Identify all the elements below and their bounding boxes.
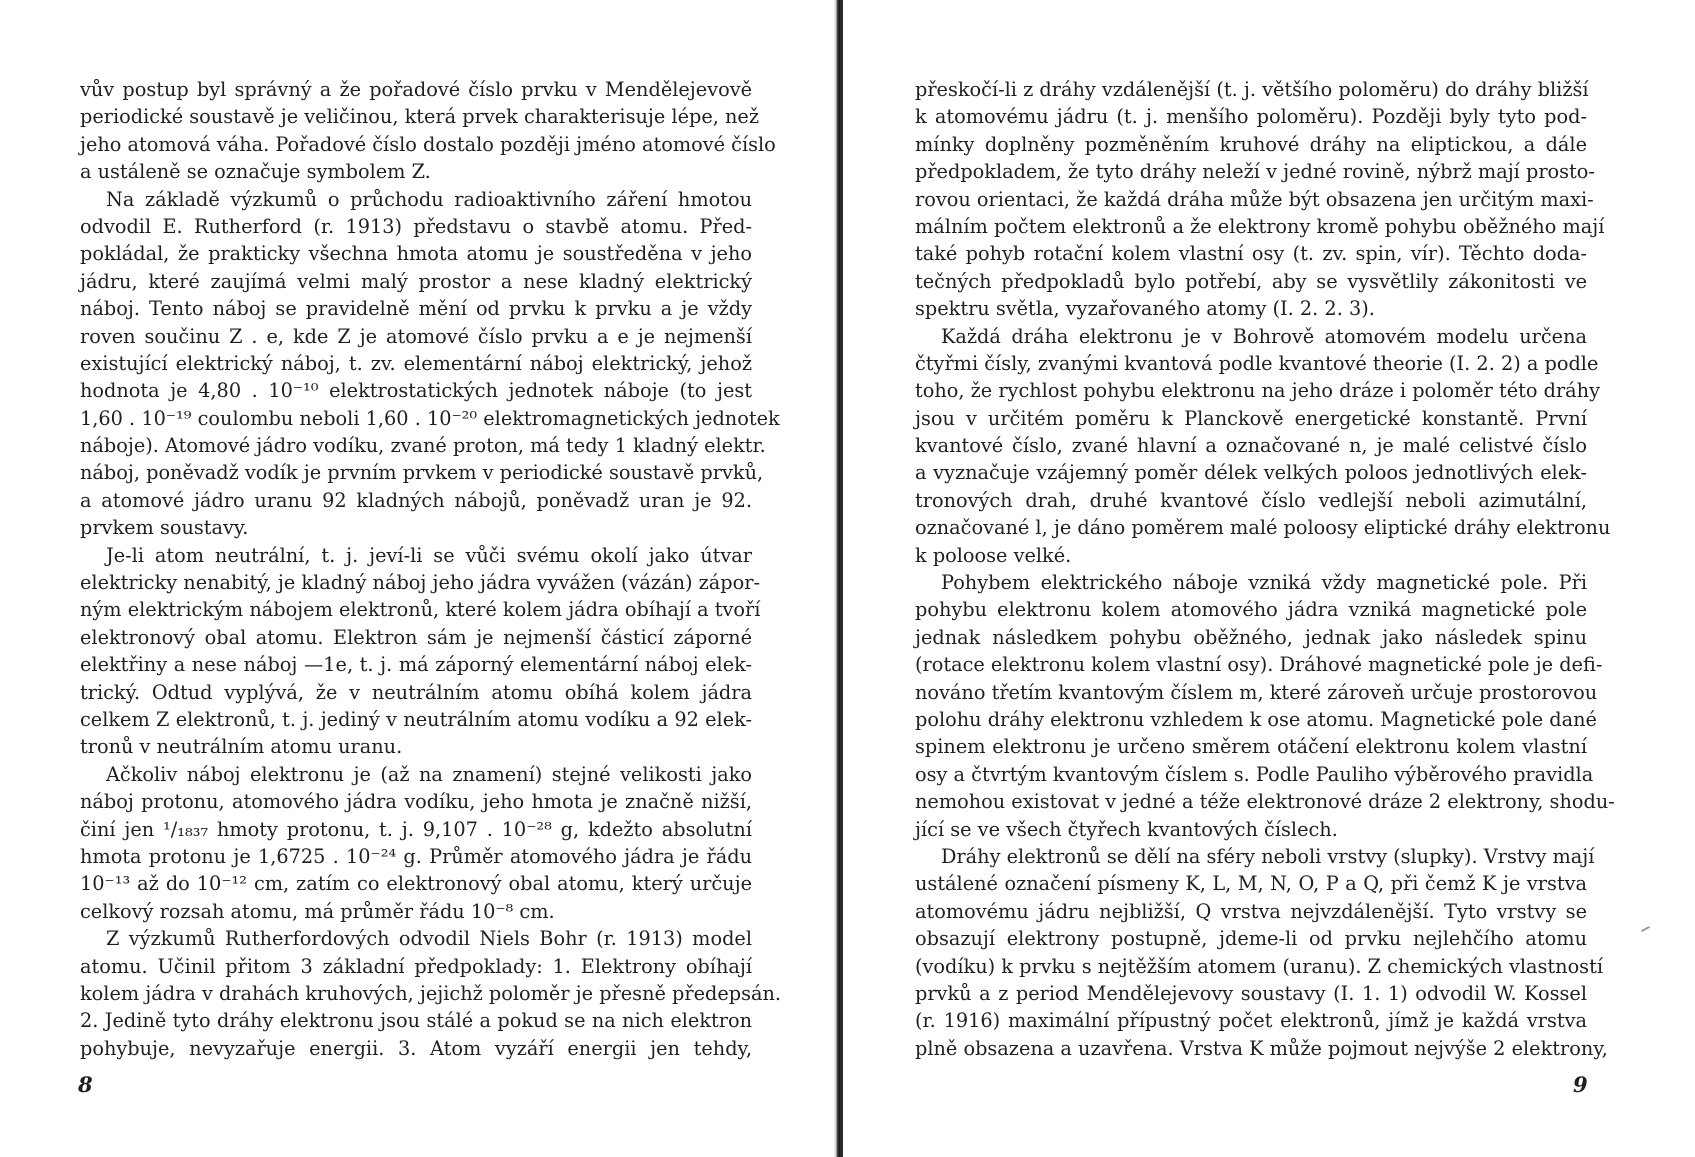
text-line: Každá dráha elektronu je v Bohrově atomovém modelu určena xyxy=(941,324,1587,348)
right-page-number: 9 xyxy=(1573,1072,1588,1097)
text-line: elektřiny a nese náboj —1e, t. j. má záporný elementární náboj elek- xyxy=(80,653,752,677)
text-line: tečných předpokladů bylo potřebí, aby se vysvětlily zákonitosti ve xyxy=(915,269,1587,293)
text-line: ným elektrickým nábojem elektronů, které kolem jádra obíhají a tvoří xyxy=(80,598,761,622)
text-line: obsazují elektrony postupně, jdeme-li od prvku nejlehčího atomu xyxy=(915,927,1587,951)
text-line: přeskočí-li z dráhy vzdálenější (t. j. většího poloměru) do dráhy bližší xyxy=(915,78,1589,101)
text-line: roven součinu Z . e, kde Z je atomové číslo prvku a e je nejmenší xyxy=(80,324,752,348)
text-line: náboje). Atomové jádro vodíku, zvané proton, má tedy 1 kladný elektr. xyxy=(80,434,766,458)
text-line: pokládal, že prakticky všechna hmota atomu je soustředěna v jeho xyxy=(80,242,752,266)
text-line: ustálené označení písmeny K, L, M, N, O, P a Q, při čemž K je vrstva xyxy=(915,872,1587,896)
text-line: Pohybem elektrického náboje vzniká vždy magnetické pole. Při xyxy=(941,571,1587,595)
text-line: hodnota je 4,80 . 10⁻¹⁰ elektrostatických jednotek náboje (to jest xyxy=(80,379,752,403)
text-line: jsou v určitém poměru k Planckově energetické konstantě. První xyxy=(915,406,1587,430)
text-line: tronových drah, druhé kvantové číslo vedlejší neboli azimutální, xyxy=(915,488,1587,512)
text-line: 2. Jedině tyto dráhy elektronu jsou stálé a pokud se na nich elektron xyxy=(80,1009,752,1033)
right-page-text xyxy=(915,76,1615,1062)
text-line: Na základě výzkumů o průchodu radioaktivního záření hmotou xyxy=(106,187,752,211)
text-line: hmota protonu je 1,6725 . 10⁻²⁴ g. Průměr atomového jádra je řádu xyxy=(80,844,752,868)
text-line: celkový rozsah atomu, má průměr řádu 10⁻⁸ cm. xyxy=(80,899,555,923)
text-line: jící se ve všech čtyřech kvantových číslech. xyxy=(915,817,1338,841)
text-line: 10⁻¹³ až do 10⁻¹² cm, zatím co elektronový obal atomu, který určuje xyxy=(80,872,752,896)
text-line: také pohyb rotační kolem vlastní osy (t. zv. spin, vír). Těchto doda- xyxy=(915,242,1587,266)
stray-mark xyxy=(1641,926,1650,932)
left-page-text xyxy=(80,76,782,1062)
text-line: málním počtem elektronů a že elektrony kromě pohybu oběžného mají xyxy=(915,214,1605,238)
text-line: Je-li atom neutrální, t. j. jeví-li se vůči svému okolí jako útvar xyxy=(106,543,752,567)
text-line: nemohou existovat v jedné a téže elektronové dráze 2 elektrony, shodu- xyxy=(915,790,1615,814)
text-line: toho, že rychlost pohybu elektronu na jeho dráze i poloměr této dráhy xyxy=(915,379,1600,403)
text-line: a atomové jádro uranu 92 kladných nábojů, poněvadž uran je 92. xyxy=(80,488,752,512)
text-line: vův postup byl správný a že pořadové číslo prvku v Mendělejevově xyxy=(80,78,752,101)
text-line: prvkem soustavy. xyxy=(80,516,249,540)
text-line: Dráhy elektronů se dělí na sféry neboli vrstvy (slupky). Vrstvy mají xyxy=(941,844,1595,868)
text-line: mínky doplněny pozměněním kruhové dráhy na eliptickou, a dále xyxy=(915,132,1587,156)
gutter-shadow xyxy=(840,0,843,1157)
text-line: prvků a z period Mendělejevovy soustavy (I. 1. 1) odvodil W. Kossel xyxy=(915,981,1587,1005)
text-line: existující elektrický náboj, t. zv. elementární náboj elektrický, jehož xyxy=(80,351,752,375)
text-line: označované l, je dáno poměrem malé poloosy eliptické dráhy elektronu xyxy=(915,516,1611,540)
text-line: náboj, poněvadž vodík je prvním prvkem v periodické soustavě prvků, xyxy=(80,461,764,485)
text-line: tronů v neutrálním atomu uranu. xyxy=(80,735,403,759)
text-line: periodické soustavě je veličinou, která prvek charakterisuje lépe, než xyxy=(80,105,760,129)
text-line: (r. 1916) maximální přípustný počet elektronů, jímž je každá vrstva xyxy=(915,1009,1587,1033)
text-line: spektru světla, vyzařovaného atomy (I. 2. 2. 3). xyxy=(915,297,1375,321)
text-line: spinem elektronu je určeno směrem otáčení elektronu kolem vlastní xyxy=(915,735,1587,759)
text-line: atomu. Učinil přitom 3 základní předpoklady: 1. Elektrony obíhají xyxy=(80,954,752,978)
text-line: Z výzkumů Rutherfordových odvodil Niels Bohr (r. 1913) model xyxy=(106,927,752,951)
text-line: náboj protonu, atomového jádra vodíku, jeho hmota je značně nižší, xyxy=(80,790,752,814)
text-line: rovou orientaci, že každá dráha může být obsazena jen určitým maxi- xyxy=(915,187,1594,211)
text-line: činí jen ¹/₁₈₃₇ hmoty protonu, t. j. 9,107 . 10⁻²⁸ g, kdežto absolutní xyxy=(80,817,752,841)
text-line: plně obsazena a uzavřena. Vrstva K může pojmout nejvýše 2 elektrony, xyxy=(915,1036,1608,1060)
text-line: pohybuje, nevyzařuje energii. 3. Atom vyzáří energii jen tehdy, xyxy=(80,1036,752,1060)
text-line: elektronový obal atomu. Elektron sám je nejmenší částicí záporné xyxy=(80,625,752,649)
text-line: jednak následkem pohybu oběžného, jednak jako následek spinu xyxy=(915,625,1587,649)
text-line: kolem jádra v drahách kruhových, jejichž poloměr je přesně předepsán. xyxy=(80,981,782,1005)
text-line: k poloose velké. xyxy=(915,543,1072,567)
text-line: čtyřmi čísly, zvanými kvantová podle kvantové theorie (I. 2. 2) a podle xyxy=(915,351,1599,375)
text-line: jeho atomová váha. Pořadové číslo dostalo později jméno atomové číslo xyxy=(80,132,776,156)
text-line: k atomovému jádru (t. j. menšího poloměru). Později byly tyto pod- xyxy=(915,105,1587,129)
text-line: (rotace elektronu kolem vlastní osy). Dráhové magnetické pole je defi- xyxy=(915,653,1603,677)
text-line: osy a čtvrtým kvantovým číslem s. Podle Pauliho výběrového pravidla xyxy=(915,762,1594,786)
text-line: a ustáleně se označuje symbolem Z. xyxy=(80,160,431,184)
text-line: a vyznačuje vzájemný poměr délek velkých poloos jednotlivých elek- xyxy=(915,461,1587,485)
left-page-number: 8 xyxy=(78,1072,93,1097)
text-line: náboj. Tento náboj se pravidelně mění od prvku k prvku a je vždy xyxy=(80,297,752,321)
text-line: 1,60 . 10⁻¹⁹ coulombu neboli 1,60 . 10⁻²⁰ elektromagnetických jednotek xyxy=(80,406,780,430)
text-line: kvantové číslo, zvané hlavní a označované n, je malé celistvé číslo xyxy=(915,434,1587,458)
text-line: elektricky nenabitý, je kladný náboj jeho jádra vyvážen (vázán) zápor- xyxy=(80,571,760,595)
text-line: odvodil E. Rutherford (r. 1913) představu o stavbě atomu. Před- xyxy=(80,214,752,238)
text-line: (vodíku) k prvku s nejtěžším atomem (uranu). Z chemických vlastností xyxy=(915,954,1603,978)
text-line: Ačkoliv náboj elektronu je (až na znamení) stejné velikosti jako xyxy=(106,762,752,786)
text-line: předpokladem, že tyto dráhy neleží v jedné rovině, nýbrž mají prosto- xyxy=(915,160,1595,184)
text-line: atomovému jádru nejbližší, Q vrstva nejvzdálenější. Tyto vrstvy se xyxy=(915,899,1587,923)
text-line: jádru, které zaujímá velmi malý prostor a nese kladný elektrický xyxy=(80,269,752,293)
text-line: trický. Odtud vyplývá, že v neutrálním atomu obíhá kolem jádra xyxy=(80,680,752,704)
text-line: pohybu elektronu kolem atomového jádra vzniká magnetické pole xyxy=(915,598,1587,622)
text-line: polohu dráhy elektronu vzhledem k ose atomu. Magnetické pole dané xyxy=(915,707,1597,731)
text-line: nováno třetím kvantovým číslem m, které zároveň určuje prostorovou xyxy=(915,680,1598,704)
text-line: celkem Z elektronů, t. j. jediný v neutrálním atomu vodíku a 92 elek- xyxy=(80,707,752,731)
